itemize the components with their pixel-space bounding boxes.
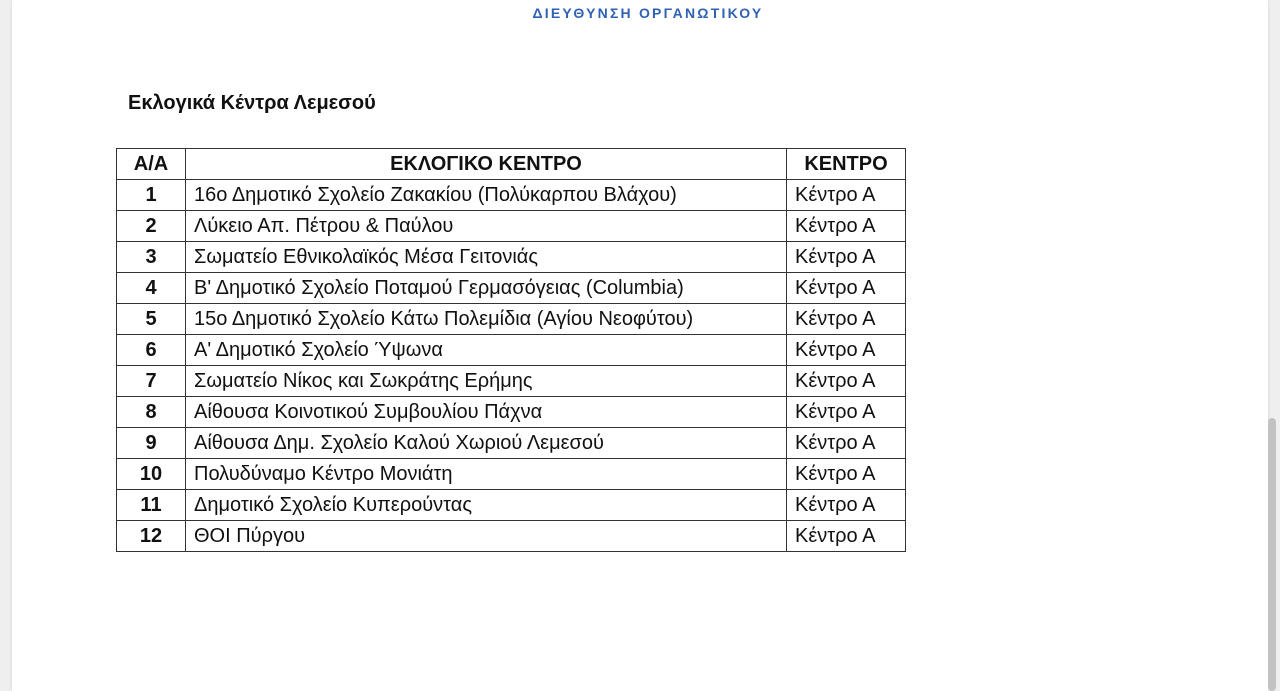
center-group: Κέντρο Α: [787, 273, 906, 304]
center-name: [186, 304, 787, 335]
center-name: Λύκειο Απ. Πέτρου & Παύλου: [186, 211, 787, 242]
table-row: [117, 304, 906, 335]
center-name: Αίθουσα Δημ. Σχολείο Καλού Χωριού Λεμεσού: [186, 428, 787, 459]
row-number: 4: [117, 273, 186, 304]
row-number: 12: [117, 521, 186, 552]
center-group: Κέντρο Α: [787, 211, 906, 242]
row-number: 10: [117, 459, 186, 490]
center-group: Κέντρο Α: [787, 490, 906, 521]
table-row: [117, 521, 906, 552]
row-number: 9: [117, 428, 186, 459]
center-name: Δημοτικό Σχολείο Κυπερούντας: [186, 490, 787, 521]
row-number: 1: [117, 180, 186, 211]
row-number: 7: [117, 366, 186, 397]
table-row: [117, 211, 906, 242]
row-number: 8: [117, 397, 186, 428]
polling-centers-table: [116, 148, 906, 552]
table-row: [117, 397, 906, 428]
table-row: [117, 490, 906, 521]
table-row: [117, 273, 906, 304]
center-name-text: 15ο Δημοτικό Σχολείο Κάτω Πολεμίδια (Αγίου Νεοφύτου): [194, 308, 694, 330]
row-number: 2: [117, 211, 186, 242]
center-name: Πολυδύναμο Κέντρο Μονιάτη: [186, 459, 787, 490]
column-header-kentro: ΚΕΝΤΡΟ: [787, 149, 906, 180]
center-group: Κέντρο Α: [787, 180, 906, 211]
center-name: Σωματείο Νίκος και Σωκράτης Ερήμης: [186, 366, 787, 397]
center-group: Κέντρο Α: [787, 304, 906, 335]
center-name: Αίθουσα Κοινοτικού Συμβουλίου Πάχνα: [186, 397, 787, 428]
table-row: [117, 366, 906, 397]
center-name: ΘΟΙ Πύργου: [186, 521, 787, 552]
center-group: Κέντρο Α: [787, 397, 906, 428]
center-group: Κέντρο Α: [787, 459, 906, 490]
row-number: 11: [117, 490, 186, 521]
scrollbar-thumb[interactable]: [1268, 418, 1276, 691]
page-header: ΔΙΕΥΘΥΝΣΗ ΟΡΓΑΝΩΤΙΚΟΥ: [532, 5, 764, 21]
center-group: Κέντρο Α: [787, 521, 906, 552]
center-group: Κέντρο Α: [787, 242, 906, 273]
center-group: Κέντρο Α: [787, 335, 906, 366]
column-header-aa: Α/Α: [117, 149, 186, 180]
table-header-row: [117, 149, 906, 180]
center-name: Α' Δημοτικό Σχολείο Ύψωνα: [186, 335, 787, 366]
center-name: 16ο Δημοτικό Σχολείο Ζακακίου (Πολύκαρπου Βλάχου): [186, 180, 787, 211]
document-page: [12, 0, 1268, 691]
column-header-center: ΕΚΛΟΓΙΚΟ ΚΕΝΤΡΟ: [186, 149, 787, 180]
row-number: 3: [117, 242, 186, 273]
center-name: Β' Δημοτικό Σχολείο Ποταμού Γερμασόγειας (Columbia): [186, 273, 787, 304]
center-name: Σωματείο Εθνικολαϊκός Μέσα Γειτονιάς: [186, 242, 787, 273]
table-row: [117, 428, 906, 459]
table-row: [117, 242, 906, 273]
table-row: [117, 459, 906, 490]
center-group: Κέντρο Α: [787, 366, 906, 397]
row-number: 6: [117, 335, 186, 366]
table-row: [117, 335, 906, 366]
center-group: Κέντρο Α: [787, 428, 906, 459]
table-row: [117, 180, 906, 211]
row-number: 5: [117, 304, 186, 335]
page-title: Εκλογικά Κέντρα Λεμεσού: [128, 92, 376, 114]
